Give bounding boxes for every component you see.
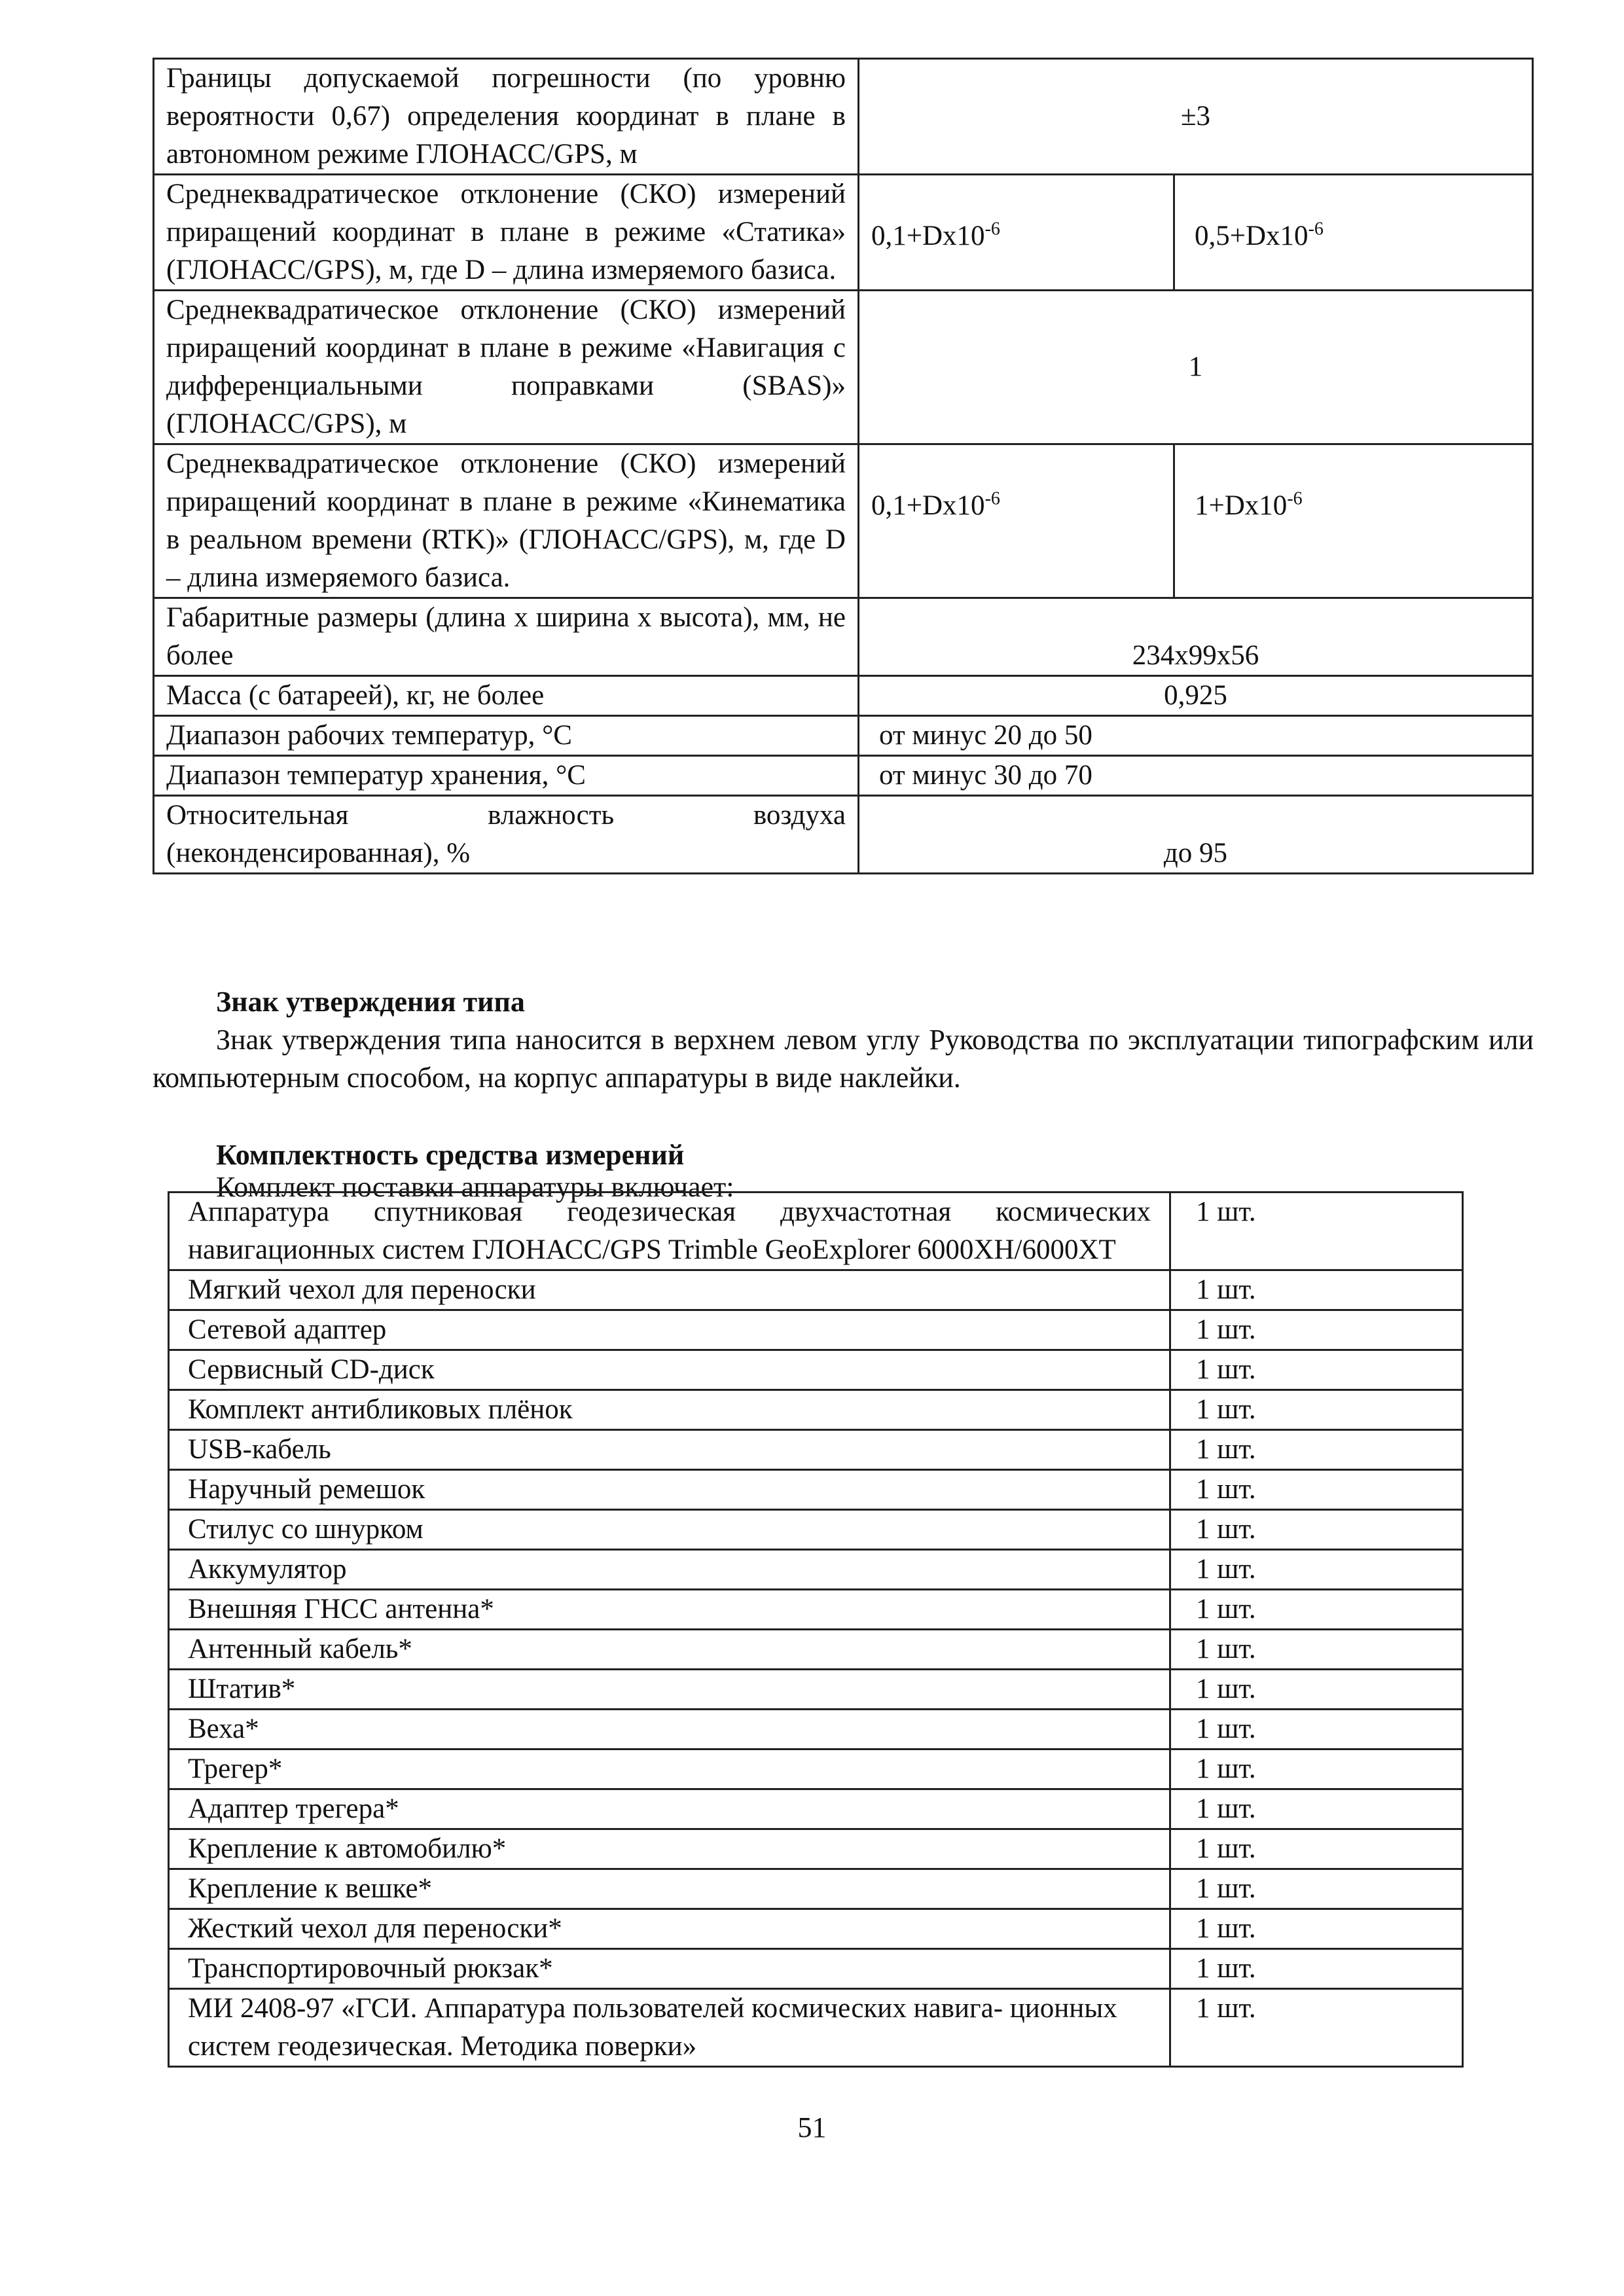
spec-value-1: $0,1+Dх10^{-6}$ (859, 175, 1174, 291)
kit-item-qty: 1 шт. (1170, 1430, 1463, 1470)
kit-row (169, 1270, 1463, 1310)
kit-row (169, 1749, 1463, 1789)
kit-item-name: Сетевой адаптер (169, 1310, 1170, 1350)
spec-value: 1 (859, 291, 1533, 444)
kit-item-name: Сервисный CD-диск (169, 1350, 1170, 1390)
spec-label: Диапазон температур хранения, °С (154, 756, 859, 796)
kit-item-qty: 1 шт. (1170, 1550, 1463, 1590)
kit-row (169, 1909, 1463, 1949)
spec-value-2: $0,5+Dх10^{-6}$ (1174, 175, 1533, 291)
kit-row (169, 1390, 1463, 1430)
spec-label: Габаритные размеры (длина х ширина х высота), мм, не более (154, 598, 859, 676)
spec-row (154, 598, 1533, 676)
spec-row (154, 175, 1533, 291)
kit-row (169, 1949, 1463, 1989)
spec-row (154, 676, 1533, 716)
kit-item-name: Наручный ремешок (169, 1470, 1170, 1510)
kit-item-name: Крепление к вешке* (169, 1869, 1170, 1909)
kit-item-name: Веха* (169, 1710, 1170, 1749)
kit-item-qty: 1 шт. (1170, 1869, 1463, 1909)
kit-item-name: Жесткий чехол для переноски* (169, 1909, 1170, 1949)
kit-item-qty: 1 шт. (1170, 1749, 1463, 1789)
kit-row (169, 1193, 1463, 1270)
spec-value: 0,925 (859, 676, 1533, 716)
kit-item-name: Аккумулятор (169, 1550, 1170, 1590)
kit-row (169, 1350, 1463, 1390)
kit-item-qty: 1 шт. (1170, 1710, 1463, 1749)
kit-item-qty: 1 шт. (1170, 1193, 1463, 1270)
spec-row (154, 716, 1533, 756)
spec-label: Среднеквадратическое отклонение (СКО) измерений приращений координат в плане в режиме «Кинематика в реальном времени (RTK)» (ГЛОНАСС/GPS), м, где D – длина измеряемого базиса. (154, 444, 859, 598)
spec-value-1: $0,1+Dх10^{-6}$ (859, 444, 1174, 598)
kit-item-qty: 1 шт. (1170, 1310, 1463, 1350)
kit-item-qty: 1 шт. (1170, 1789, 1463, 1829)
spec-row (154, 59, 1533, 175)
kit-item-qty: 1 шт. (1170, 1390, 1463, 1430)
approval-text: Знак утверждения типа наносится в верхнем левом углу Руководства по эксплуатации типографским или компьютерным способом, на корпус аппаратуры в виде наклейки. (153, 1024, 1534, 1094)
kit-row (169, 1470, 1463, 1510)
kit-row (169, 1989, 1463, 2067)
kit-item-qty: 1 шт. (1170, 1909, 1463, 1949)
kit-row (169, 1430, 1463, 1470)
spec-label: Границы допускаемой погрешности (по уровню вероятности 0,67) определения координат в плане в автономном режиме ГЛОНАСС/GPS, м (154, 59, 859, 175)
kit-row (169, 1310, 1463, 1350)
spec-label: Среднеквадратическое отклонение (СКО) измерений приращений координат в плане в режиме «Статика» (ГЛОНАСС/GPS), м, где D – длина измеряемого базиса. (154, 175, 859, 291)
page-number: 51 (797, 2111, 827, 2144)
kit-item-qty: 1 шт. (1170, 1350, 1463, 1390)
kit-row (169, 1829, 1463, 1869)
completeness-intro: Комплект поставки аппаратуры включает: (216, 1171, 734, 1203)
spec-value: от минус 30 до 70 (859, 756, 1533, 796)
kit-table (168, 1191, 1464, 2068)
spec-label: Среднеквадратическое отклонение (СКО) измерений приращений координат в плане в режиме «Навигация с дифференциальными поправками (SBAS)» (ГЛОНАСС/GPS), м (154, 291, 859, 444)
kit-row (169, 1869, 1463, 1909)
kit-item-name: Стилус со шнурком (169, 1510, 1170, 1550)
kit-item-qty: 1 шт. (1170, 1270, 1463, 1310)
spec-value-2: $1+Dх10^{-6}$ (1174, 444, 1533, 598)
kit-item-name: Адаптер трегера* (169, 1789, 1170, 1829)
spec-row (154, 444, 1533, 598)
kit-row (169, 1590, 1463, 1630)
kit-row (169, 1510, 1463, 1550)
spec-label: Масса (с батареей), кг, не более (154, 676, 859, 716)
spec-row (154, 796, 1533, 874)
kit-row (169, 1710, 1463, 1749)
spec-label: Диапазон рабочих температур, °С (154, 716, 859, 756)
kit-item-qty: 1 шт. (1170, 1829, 1463, 1869)
kit-item-name: Аппаратура спутниковая геодезическая двухчастотная космических навигационных систем ГЛОНАСС/GPS Trimble GeoExplorer 6000XH/6000XT (169, 1193, 1170, 1270)
spec-value: ±3 (859, 59, 1533, 175)
kit-row (169, 1630, 1463, 1670)
kit-item-qty: 1 шт. (1170, 1510, 1463, 1550)
kit-item-qty: 1 шт. (1170, 1590, 1463, 1630)
spec-value: до 95 (859, 796, 1533, 874)
kit-item-qty: 1 шт. (1170, 1470, 1463, 1510)
kit-row (169, 1789, 1463, 1829)
kit-item-name: Трегер* (169, 1749, 1170, 1789)
kit-item-qty: 1 шт. (1170, 1989, 1463, 2067)
approval-title: Знак утверждения типа (216, 986, 525, 1018)
spec-value: от минус 20 до 50 (859, 716, 1533, 756)
kit-item-name: Комплект антибликовых плёнок (169, 1390, 1170, 1430)
kit-item-name: Штатив* (169, 1670, 1170, 1710)
kit-item-qty: 1 шт. (1170, 1630, 1463, 1670)
spec-row (154, 756, 1533, 796)
kit-item-qty: 1 шт. (1170, 1670, 1463, 1710)
spec-value: 234x99x56 (859, 598, 1533, 676)
completeness-title: Комплектность средства измерений (216, 1139, 685, 1171)
kit-item-name: Мягкий чехол для переноски (169, 1270, 1170, 1310)
kit-row (169, 1550, 1463, 1590)
kit-row (169, 1670, 1463, 1710)
kit-item-name: USB-кабель (169, 1430, 1170, 1470)
kit-item-name: Антенный кабель* (169, 1630, 1170, 1670)
kit-item-name: Транспортировочный рюкзак* (169, 1949, 1170, 1989)
spec-row (154, 291, 1533, 444)
spec-label: Относительная влажность воздуха (неконденсированная), % (154, 796, 859, 874)
kit-item-qty: 1 шт. (1170, 1949, 1463, 1989)
kit-item-name: МИ 2408-97 «ГСИ. Аппаратура пользователей космических навига- ционных систем геодезическая. Методика поверки» (169, 1989, 1170, 2067)
kit-item-name: Внешняя ГНСС антенна* (169, 1590, 1170, 1630)
spec-table (153, 58, 1534, 874)
kit-item-name: Крепление к автомобилю* (169, 1829, 1170, 1869)
